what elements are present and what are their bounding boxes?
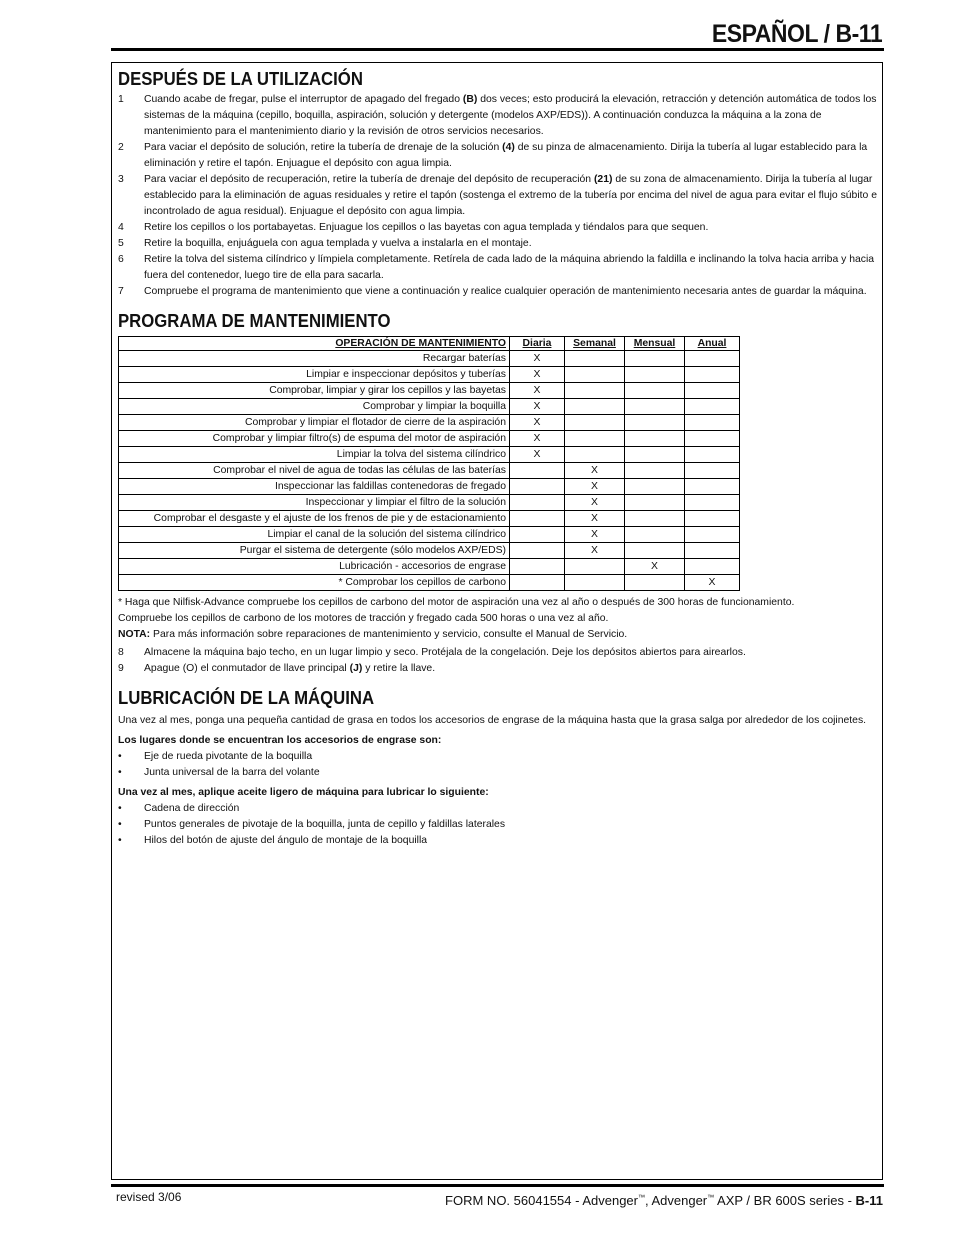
list-item [118,661,880,677]
footnote: Compruebe los cepillos de carbono de los motores de tracción y fregado cada 500 horas o una vez al año. [118,613,609,624]
column-header: OPERACIÓN DE MANTENIMIENTO [119,337,510,351]
column-header: Mensual [625,337,685,351]
operation-cell: Limpiar el canal de la solución del sistema cilíndrico [119,527,510,543]
item-text: Para vaciar el depósito de recuperación, retire la tubería de drenaje del depósito de recuperación (21) de su zona de almacenamiento. Dirija la tubería al lugar establecido para la eliminación de aguas residuales y retire el tapón (sostenga el extremo de la tubería por encima del nivel de agua para evitar el flujo súbito e incontrolado de agua residual). Enjuague el depósito con agua limpia. [144,174,877,217]
table-row [119,479,740,495]
note [118,627,880,643]
item-text: Retire la tolva del sistema cilíndrico y límpiela completamente. Retírela de cada lado de la máquina abriendo la faldilla e inclinando la tolva hacia arriba y hacia fuera del contenedor, luego tire de ella para sacarla. [144,254,875,281]
table-row [119,367,740,383]
frequency-cell [565,351,625,367]
grease-list-title: Los lugares donde se encuentran los accesorios de engrase son: [118,735,442,746]
frequency-cell [625,367,685,383]
storage-steps [118,645,880,677]
frequency-cell [685,527,740,543]
list-item [118,236,880,252]
section-heading-lubrication: LUBRICACIÓN DE LA MÁQUINA [118,688,375,708]
page-number: B-11 [855,1193,883,1208]
footnote: * Haga que Nilfisk-Advance compruebe los cepillos de carbono del motor de aspiración una vez al año o después de 300 horas de funcionamiento. [118,597,795,608]
table-header-row [119,337,740,351]
item-number: 8 [118,647,124,658]
frequency-cell [625,479,685,495]
oil-list-title: Una vez al mes, aplique aceite ligero de máquina para lubricar lo siguiente: [118,787,489,798]
frequency-cell: X [510,367,565,383]
table-row [119,559,740,575]
item-number: 6 [118,254,124,265]
operation-cell: Inspeccionar las faldillas contenedoras de fregado [119,479,510,495]
bullet-item [118,801,880,817]
list-item [118,220,880,236]
bullet-text: Hilos del botón de ajuste del ángulo de montaje de la boquilla [144,835,428,846]
frequency-cell [685,479,740,495]
frequency-cell [565,431,625,447]
bullet-icon: • [118,835,122,846]
table-row [119,399,740,415]
table-row [119,543,740,559]
frequency-cell: X [510,383,565,399]
item-number: 5 [118,238,124,249]
frequency-cell [685,543,740,559]
column-header: Anual [685,337,740,351]
frequency-cell [625,447,685,463]
operation-cell: Comprobar el nivel de agua de todas las células de las baterías [119,463,510,479]
list-item [118,140,880,172]
frequency-cell: X [565,527,625,543]
list-item [118,172,880,220]
frequency-cell: X [510,431,565,447]
table-row [119,383,740,399]
item-number: 9 [118,663,124,674]
item-text: Apague (O) el conmutador de llave principal (J) y retire la llave. [144,663,436,674]
item-number: 2 [118,142,124,153]
frequency-cell [685,431,740,447]
table-row [119,431,740,447]
frequency-cell [565,559,625,575]
bullet-icon: • [118,751,122,762]
frequency-cell: X [565,463,625,479]
content [118,68,880,849]
frequency-cell [625,575,685,591]
note-text: Para más información sobre reparaciones de mantenimiento y servicio, consulte el Manual de Servicio. [150,629,628,640]
note-label: NOTA: [118,629,151,640]
table-row [119,447,740,463]
item-number: 1 [118,94,124,105]
operation-cell: Limpiar e inspeccionar depósitos y tuberías [119,367,510,383]
frequency-cell [510,575,565,591]
page-title: ESPAÑOL / B-11 [711,20,882,48]
list-item [118,92,880,140]
table-row [119,575,740,591]
frequency-cell [625,495,685,511]
bullet-item [118,765,880,781]
frequency-cell: X [565,479,625,495]
bullet-item [118,749,880,765]
column-header: Semanal [565,337,625,351]
frequency-cell [510,527,565,543]
lubrication-intro: Una vez al mes, ponga una pequeña cantidad de grasa en todos los accesorios de engrase de la máquina hasta que la grasa salga por alrededor de los cojinetes. [118,715,867,726]
frequency-cell [685,351,740,367]
table-row [119,351,740,367]
bullet-item [118,817,880,833]
list-item [118,284,880,300]
item-text: Retire los cepillos o los portabayetas. Enjuague los cepillos o las bayetas con agua templada y tiéndalos para que sequen. [144,222,709,233]
frequency-cell [685,511,740,527]
frequency-cell [685,495,740,511]
frequency-cell [565,575,625,591]
item-text: Cuando acabe de fregar, pulse el interruptor de apagado del fregado (B) dos veces; esto producirá la elevación, retracción y detención automática de todos los sistemas de la máquina (cepillo, boquilla, aspiración, solución y detergente (modelos AXP/EDS)). A continuación conduzca la máquina a la zona de mantenimiento para el mantenimiento diario y la revisión de otros servicios necesarios. [144,94,877,137]
frequency-cell [685,399,740,415]
frequency-cell [685,463,740,479]
table-row [119,415,740,431]
table-row [119,511,740,527]
list-item [118,645,880,661]
item-text: Retire la boquilla, enjuáguela con agua templada y vuelva a instalarla en el montaje. [144,238,532,249]
frequency-cell [510,495,565,511]
operation-cell: Recargar baterías [119,351,510,367]
operation-cell: Comprobar y limpiar el flotador de cierre de la aspiración [119,415,510,431]
frequency-cell [565,447,625,463]
frequency-cell: X [565,495,625,511]
operation-cell: Comprobar y limpiar la boquilla [119,399,510,415]
frequency-cell [510,511,565,527]
frequency-cell [510,543,565,559]
frequency-cell [625,463,685,479]
operation-cell: Inspeccionar y limpiar el filtro de la solución [119,495,510,511]
frequency-cell: X [565,511,625,527]
form-number: FORM NO. 56041554 - Advenger™, Advenger™ AXP / BR 600S series - B-11 [445,1193,883,1208]
maintenance-table [118,336,740,591]
frequency-cell [685,559,740,575]
frequency-cell [685,447,740,463]
column-header: Diaria [510,337,565,351]
after-use-steps [118,92,880,300]
frequency-cell: X [510,415,565,431]
bullet-icon: • [118,803,122,814]
frequency-cell [625,431,685,447]
frequency-cell: X [565,543,625,559]
grease-list [118,749,880,781]
operation-cell: Comprobar, limpiar y girar los cepillos y las bayetas [119,383,510,399]
frequency-cell [565,415,625,431]
frequency-cell [625,383,685,399]
oil-list [118,801,880,849]
frequency-cell [510,479,565,495]
bullet-text: Cadena de dirección [144,803,240,814]
frequency-cell [685,367,740,383]
frequency-cell [565,367,625,383]
table-row [119,463,740,479]
frequency-cell [625,527,685,543]
item-number: 4 [118,222,124,233]
frequency-cell [565,383,625,399]
frequency-cell: X [510,399,565,415]
bullet-text: Eje de rueda pivotante de la boquilla [144,751,313,762]
frequency-cell [625,399,685,415]
operation-cell: Limpiar la tolva del sistema cilíndrico [119,447,510,463]
list-item [118,252,880,284]
item-number: 7 [118,286,124,297]
frequency-cell: X [625,559,685,575]
bullet-text: Puntos generales de pivotaje de la boquilla, junta de cepillo y faldillas laterales [144,819,506,830]
section-heading-after-use: DESPUÉS DE LA UTILIZACIÓN [118,69,363,89]
frequency-cell: X [510,351,565,367]
frequency-cell: X [685,575,740,591]
header-rule [111,48,884,51]
frequency-cell [625,415,685,431]
item-number: 3 [118,174,124,185]
item-text: Para vaciar el depósito de solución, retire la tubería de drenaje de la solución (4) de su pinza de almacenamiento. Dirija la tubería al lugar establecido para la eliminación y retire el tapón. Enjuague el depósito con agua limpia. [144,142,868,169]
frequency-cell [565,399,625,415]
frequency-cell: X [510,447,565,463]
operation-cell: * Comprobar los cepillos de carbono [119,575,510,591]
frequency-cell [625,511,685,527]
section-heading-maintenance: PROGRAMA DE MANTENIMIENTO [118,311,391,331]
item-text: Compruebe el programa de mantenimiento que viene a continuación y realice cualquier operación de mantenimiento necesaria antes de guardar la máquina. [144,286,867,297]
operation-cell: Lubricación - accesorios de engrase [119,559,510,575]
frequency-cell [685,415,740,431]
item-text: Almacene la máquina bajo techo, en un lugar limpio y seco. Protéjala de la congelación. Deje los depósitos abiertos para airearlos. [144,647,746,658]
operation-cell: Purgar el sistema de detergente (sólo modelos AXP/EDS) [119,543,510,559]
table-row [119,495,740,511]
bullet-item [118,833,880,849]
operation-cell: Comprobar y limpiar filtro(s) de espuma del motor de aspiración [119,431,510,447]
bullet-icon: • [118,767,122,778]
operation-cell: Comprobar el desgaste y el ajuste de los frenos de pie y de estacionamiento [119,511,510,527]
frequency-cell [625,543,685,559]
frequency-cell [510,463,565,479]
table-row [119,527,740,543]
footer-rule [111,1184,884,1187]
frequency-cell [510,559,565,575]
revision-note: revised 3/06 [116,1190,182,1204]
frequency-cell [685,383,740,399]
bullet-icon: • [118,819,122,830]
bullet-text: Junta universal de la barra del volante [144,767,320,778]
frequency-cell [625,351,685,367]
